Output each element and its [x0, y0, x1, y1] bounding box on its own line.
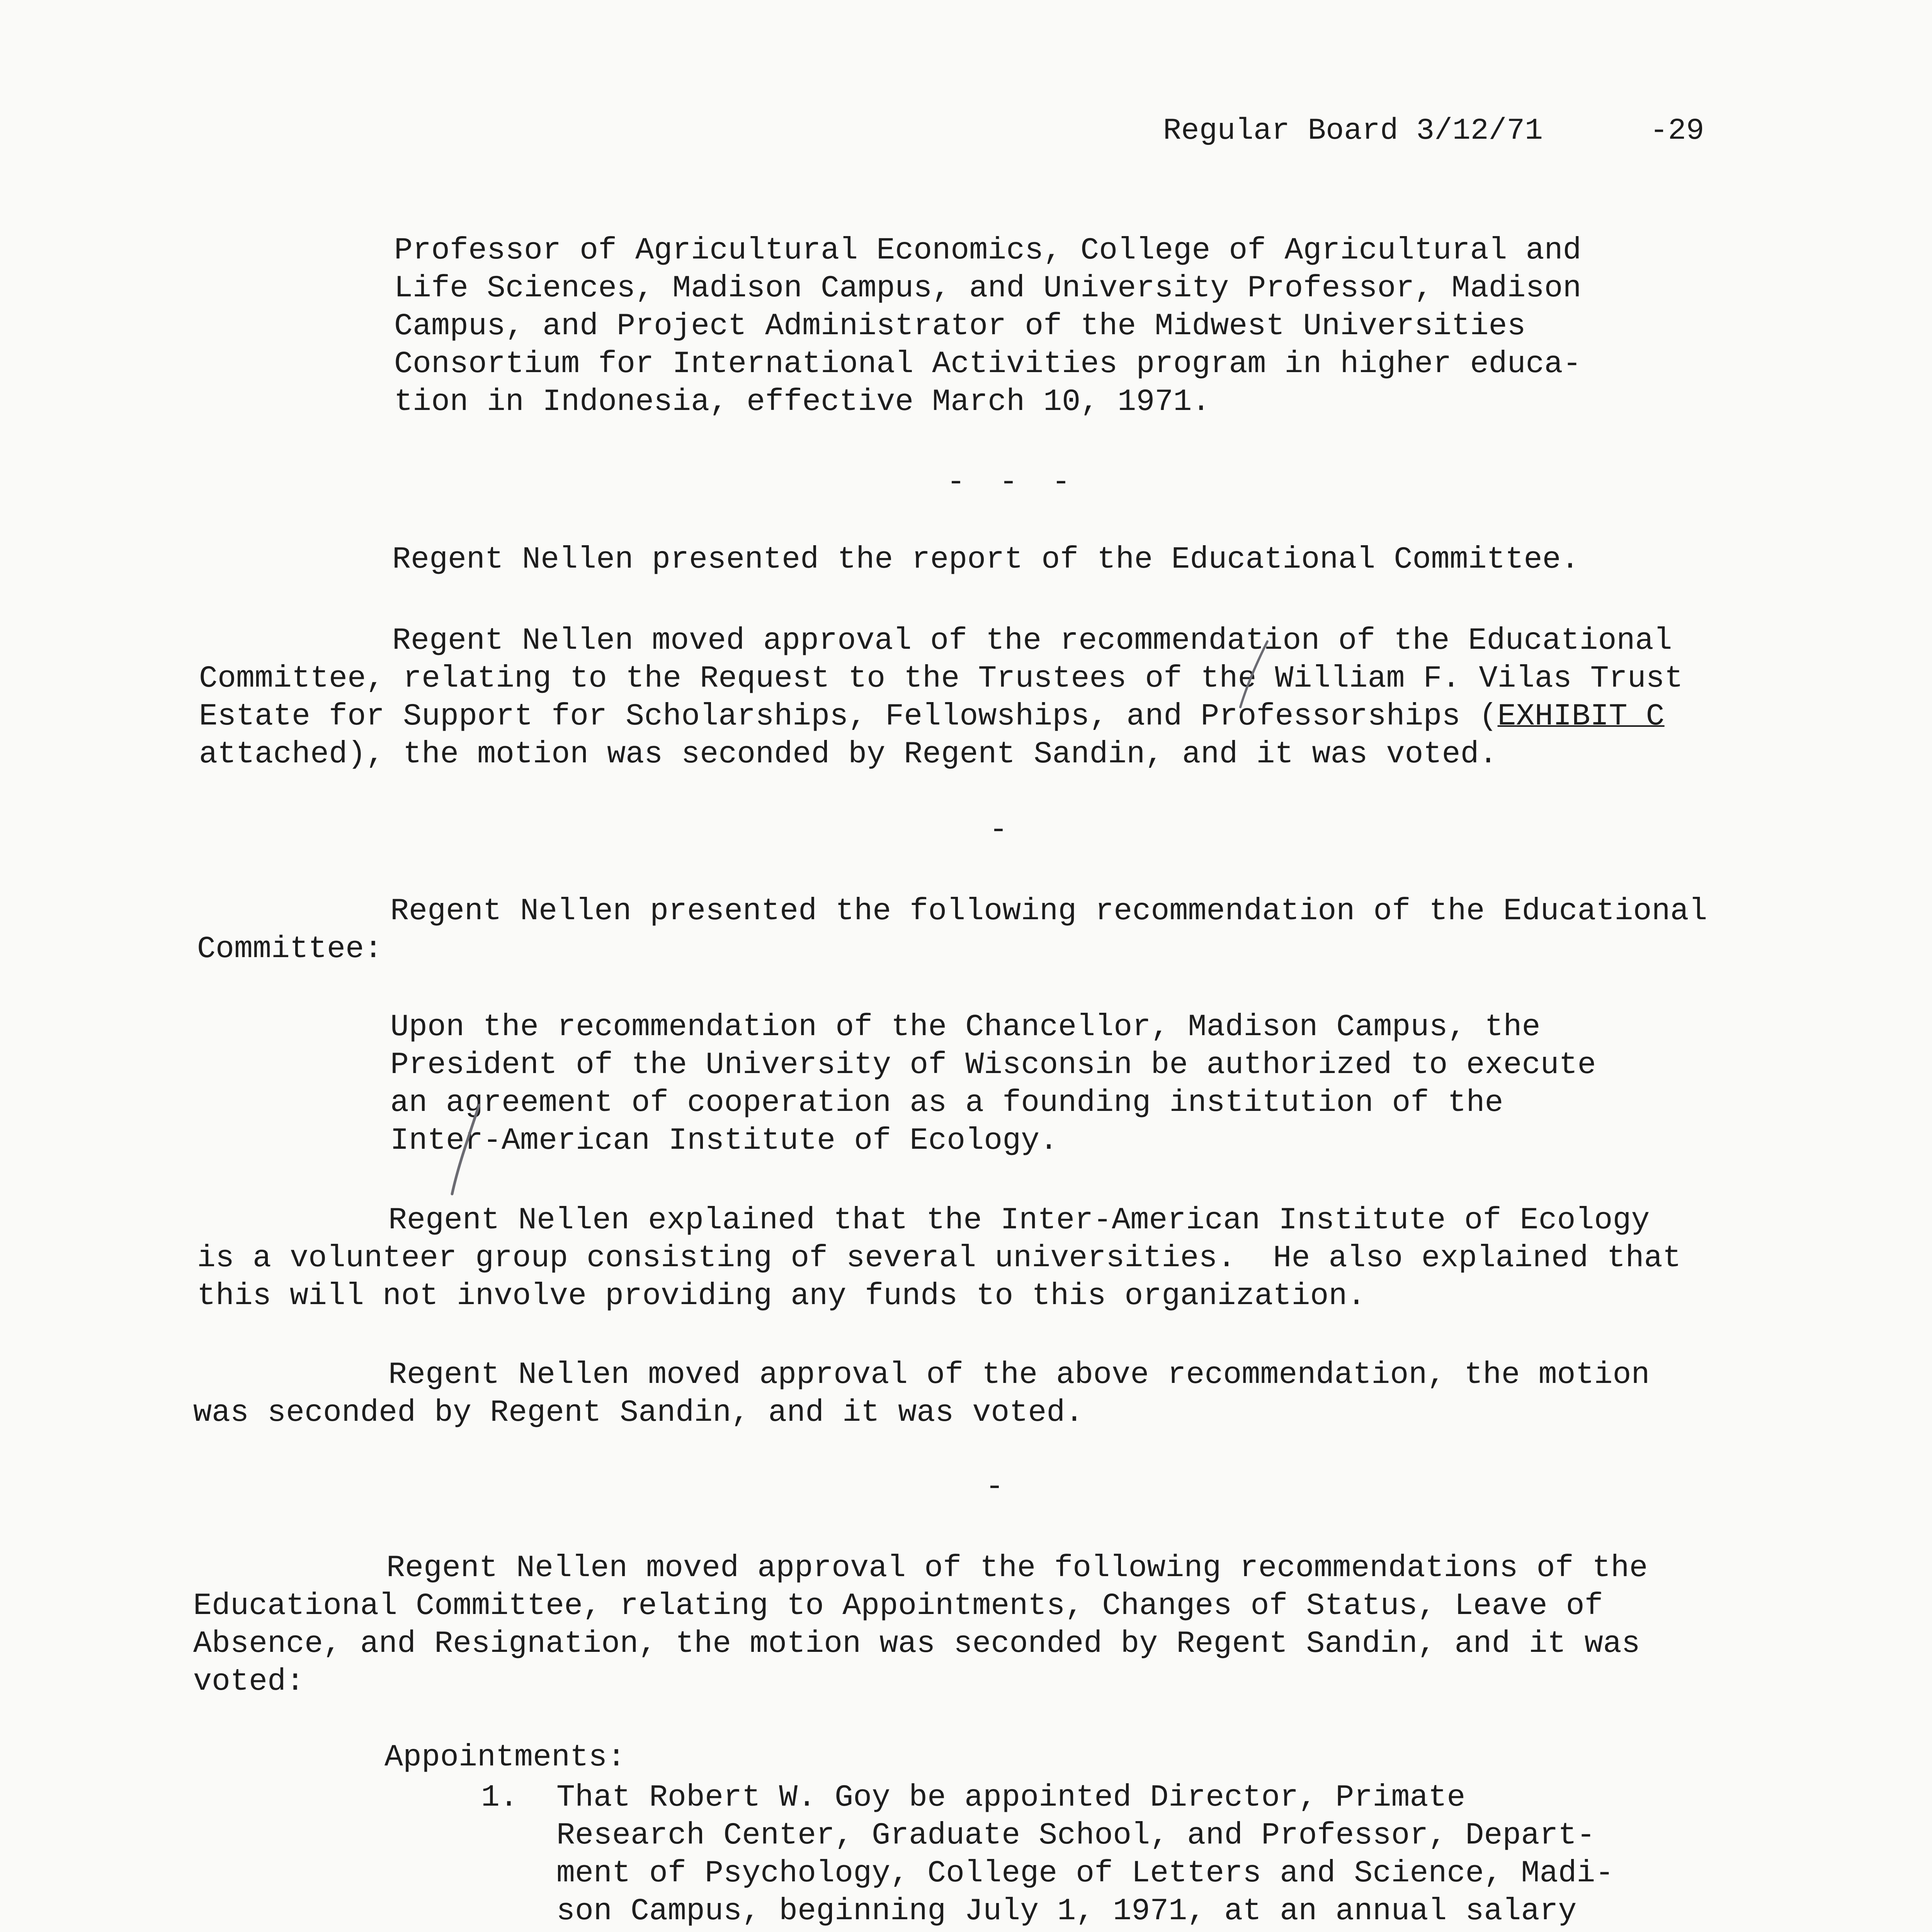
approval-line-1: Regent Nellen moved approval of the above recommendation, the motion: [388, 1357, 1650, 1393]
explanation-line-3: this will not involve providing any funds to this organization.: [197, 1279, 1366, 1314]
item-1-line-4: son Campus, beginning July 1, 1971, at an annual salary: [556, 1894, 1577, 1929]
separator: - - -: [947, 465, 1078, 500]
intro-line-3: Campus, and Project Administrator of the Midwest Universities: [394, 309, 1526, 344]
intro-line-1: Professor of Agricultural Economics, College of Agricultural and: [394, 233, 1582, 268]
motion-line-3: Estate for Support for Scholarships, Fellowships, and Professorships (EXHIBIT C: [199, 699, 1665, 734]
resolution-line-1: Upon the recommendation of the Chancellor, Madison Campus, the: [390, 1010, 1541, 1045]
exhibit-c-reference: EXHIBIT C: [1497, 699, 1665, 734]
intro-line-4: Consortium for International Activities program in higher educa-: [394, 347, 1582, 382]
resolution-line-2: President of the University of Wisconsin be authorized to execute: [390, 1048, 1596, 1083]
explanation-line-2: is a volunteer group consisting of several universities. He also explained that: [197, 1241, 1681, 1276]
intro-line-2: Life Sciences, Madison Campus, and University Professor, Madison: [394, 271, 1582, 306]
separator: -: [989, 813, 1016, 848]
approval-line-2: was seconded by Regent Sandin, and it was voted.: [193, 1395, 1084, 1430]
recommendation-line-2: Committee:: [197, 932, 383, 967]
motion-line-4: attached), the motion was seconded by Regent Sandin, and it was voted.: [199, 737, 1498, 772]
motion-line-2: Committee, relating to the Request to the Trustees of the William F. Vilas Trust: [199, 661, 1683, 696]
page-header: Regular Board 3/12/71: [1163, 114, 1543, 148]
intro-line-5: tion in Indonesia, effective March 10, 1971.: [394, 384, 1211, 420]
item-1-line-3: ment of Psychology, College of Letters and Science, Madi-: [556, 1856, 1614, 1891]
explanation-line-1: Regent Nellen explained that the Inter-American Institute of Ecology: [388, 1203, 1650, 1238]
item-1-line-2: Research Center, Graduate School, and Professor, Depart-: [556, 1818, 1595, 1853]
appointments-motion-line-4: voted:: [193, 1664, 305, 1699]
item-number: 1.: [481, 1780, 519, 1815]
page-number-header: -29: [1650, 114, 1704, 148]
appointments-heading: Appointments:: [384, 1740, 626, 1775]
resolution-line-3: an agreement of cooperation as a founding institution of the: [390, 1085, 1503, 1121]
appointments-motion-line-1: Regent Nellen moved approval of the following recommendations of the: [386, 1551, 1648, 1586]
recommendation-line-1: Regent Nellen presented the following recommendation of the Educational: [390, 894, 1708, 929]
separator: -: [985, 1469, 1012, 1505]
item-1-line-1: That Robert W. Goy be appointed Director, Primate: [556, 1780, 1466, 1815]
motion-line-1: Regent Nellen moved approval of the recommendation of the Educational: [392, 623, 1672, 658]
resolution-line-4: Inter-American Institute of Ecology.: [390, 1123, 1058, 1158]
appointments-motion-line-3: Absence, and Resignation, the motion was seconded by Regent Sandin, and it was: [193, 1626, 1640, 1662]
paragraph-report: Regent Nellen presented the report of the Educational Committee.: [392, 542, 1580, 577]
appointments-motion-line-2: Educational Committee, relating to Appointments, Changes of Status, Leave of: [193, 1588, 1603, 1624]
